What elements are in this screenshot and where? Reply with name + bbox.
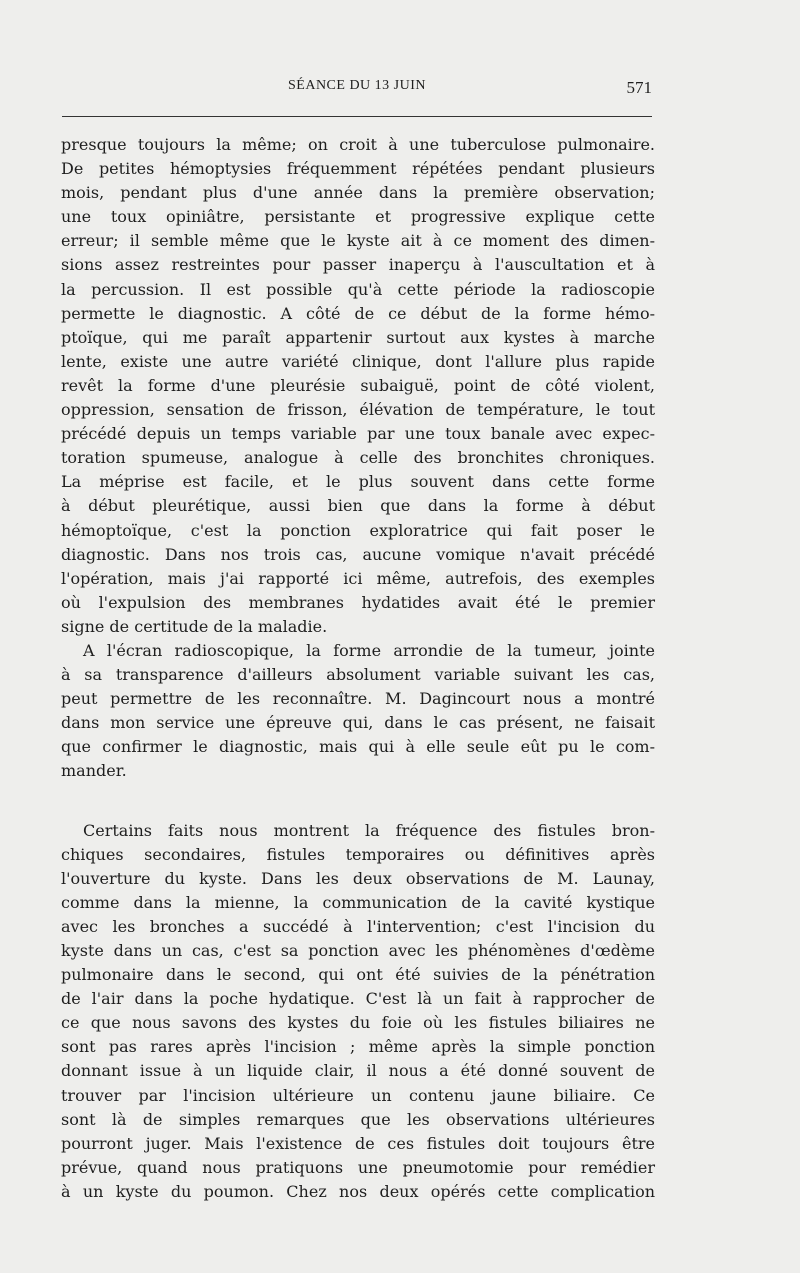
text-line: kyste dans un cas, c'est sa ponction avec les phénomènes d'œdème	[61, 941, 655, 960]
text-line: de l'air dans la poche hydatique. C'est là un fait à rapprocher de	[61, 989, 655, 1009]
paragraph	[61, 819, 655, 1205]
text-line: De petites hémoptysies fréquemment répétées pendant plusieurs	[61, 159, 655, 179]
text-line: pourront juger. Mais l'existence de ces fistules doit toujours être	[61, 1133, 655, 1153]
text-line: sont pas rares après l'incision ; même après la simple ponction	[61, 1037, 655, 1057]
text-line: précédé depuis un temps variable par une toux banale avec expec-	[61, 424, 655, 444]
running-title: SÉANCE DU 13 JUIN	[288, 78, 426, 93]
text-line: à début pleurétique, aussi bien que dans la forme à début	[61, 496, 655, 516]
text-line: dans mon service une épreuve qui, dans le cas présent, ne faisait	[61, 713, 655, 733]
text-line: trouver par l'incision ultérieure un contenu jaune biliaire. Ce	[61, 1085, 655, 1105]
text-line: à sa transparence d'ailleurs absolument variable suivant les cas,	[61, 665, 655, 685]
text-line: erreur; il semble même que le kyste ait à ce moment des dimen-	[61, 231, 655, 251]
text-line: toration spumeuse, analogue à celle des bronchites chroniques.	[61, 448, 655, 468]
text-line: l'opération, mais j'ai rapporté ici même, autrefois, des exemples	[61, 568, 655, 588]
text-line: hémoptoïque, c'est la ponction exploratrice qui fait poser le	[61, 520, 655, 540]
text-line: prévue, quand nous pratiquons une pneumotomie pour remédier	[61, 1157, 655, 1177]
text-line: mois, pendant plus d'une année dans la première observation;	[61, 183, 655, 203]
paragraph	[61, 639, 655, 784]
text-line: ptoïque, qui me paraît appartenir surtout aux kystes à marche	[61, 327, 655, 347]
text-line: pulmonaire dans le second, qui ont été suivies de la pénétration	[61, 965, 655, 985]
text-line: chiques secondaires, fistules temporaires ou définitives après	[61, 844, 655, 864]
paragraph	[61, 133, 655, 639]
text-line: sions assez restreintes pour passer inaperçu à l'auscultation et à	[61, 255, 655, 275]
text-line: que confirmer le diagnostic, mais qui à elle seule eût pu le com-	[61, 737, 655, 757]
text-line: l'ouverture du kyste. Dans les deux observations de M. Launay,	[61, 868, 655, 888]
text-line: une toux opiniâtre, persistante et progressive explique cette	[61, 207, 655, 227]
text-line: diagnostic. Dans nos trois cas, aucune vomique n'avait précédé	[61, 544, 655, 564]
text-line: la percussion. Il est possible qu'à cette période la radioscopie	[61, 279, 655, 299]
text-line: peut permettre de les reconnaître. M. Dagincourt nous a montré	[61, 689, 655, 709]
body-text	[61, 133, 655, 1204]
page-header	[62, 78, 652, 100]
text-line: lente, existe une autre variété clinique, dont l'allure plus rapide	[61, 351, 655, 371]
text-line: Certains faits nous montrent la fréquence des fistules bron-	[83, 820, 655, 840]
text-line: revêt la forme d'une pleurésie subaiguë, point de côté violent,	[61, 375, 655, 395]
text-line: mander.	[61, 761, 127, 781]
page-number: 571	[626, 78, 652, 97]
text-line: où l'expulsion des membranes hydatides avait été le premier	[61, 592, 655, 612]
text-line: sont là de simples remarques que les observations ultérieures	[61, 1109, 655, 1129]
text-line: comme dans la mienne, la communication de la cavité kystique	[61, 892, 655, 912]
text-line: oppression, sensation de frisson, élévation de température, le tout	[61, 400, 655, 420]
text-line: La méprise est facile, et le plus souvent dans cette forme	[61, 472, 655, 492]
text-line: donnant issue à un liquide clair, il nous a été donné souvent de	[61, 1061, 655, 1081]
text-line: avec les bronches a succédé à l'intervention; c'est l'incision du	[61, 916, 655, 936]
text-line: signe de certitude de la maladie.	[61, 616, 328, 636]
text-line: à un kyste du poumon. Chez nos deux opérés cette complication	[61, 1181, 655, 1201]
text-line: permette le diagnostic. A côté de ce début de la forme hémo-	[61, 303, 655, 323]
text-line: ce que nous savons des kystes du foie où les fistules biliaires ne	[61, 1013, 655, 1033]
header-rule	[62, 116, 652, 117]
text-line: A l'écran radioscopique, la forme arrondie de la tumeur, jointe	[83, 640, 655, 660]
text-line: presque toujours la même; on croit à une tuberculose pulmonaire.	[61, 135, 655, 154]
